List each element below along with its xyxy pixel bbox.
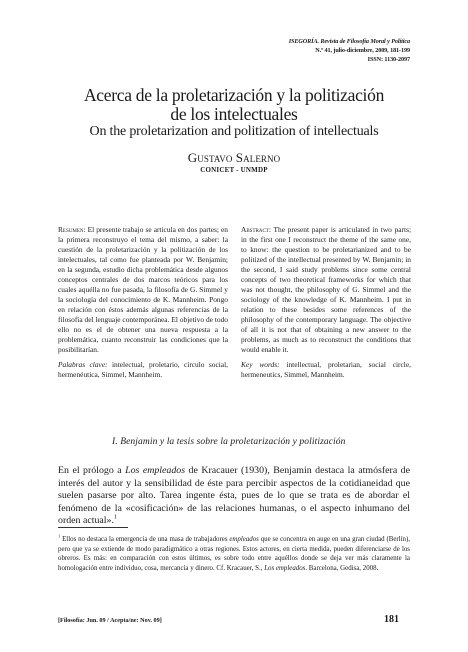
abstract-keywords-text: intellectual, proletarian, social circle, hermeneutics, Simmel, Mannheim.	[241, 360, 411, 379]
abstract-keywords-label: Key words:	[241, 360, 280, 369]
journal-issn: ISSN: 1130-2097	[367, 56, 410, 63]
resumen-label: Resumen:	[58, 225, 86, 234]
journal-name: ISEGORÍA. Revista de Filosofía Moral y Política	[288, 38, 410, 45]
author-name: Gustavo Salerno	[187, 150, 281, 165]
section-heading: I. Benjamin y la tesis sobre la proletarización y politización	[112, 437, 346, 447]
resumen-keywords-text: intelectual, proletario, círculo social, hermenéutica, Simmel, Mannheim.	[58, 360, 228, 379]
abstract-label: Abstract:	[241, 225, 271, 234]
journal-header	[289, 37, 410, 64]
title-line-1: Acerca de la proletarización y la politización	[83, 85, 385, 105]
abstract-keywords	[241, 360, 411, 380]
page-number: 181	[384, 614, 399, 625]
footnote-text-1: Ellos no destaca la emergencia de una masa de trabajadores	[60, 536, 230, 543]
body-text-rest: de Kracauer (1930), Benjamin destaca la atmósfera de interés del autor y la sensibilidad de éste para percibir aspectos de la cotidianeidad que suelen pasarse por alto. Tarea ingente ésta, pues de lo que se trata es de abordar el fenómeno de la «cosificación» de las relaciones humanas, o el aspecto inhumano del orden actual».	[58, 465, 410, 526]
footnote-divider	[58, 527, 128, 528]
footnote	[58, 535, 410, 573]
footnote-number: 1	[58, 533, 61, 539]
resumen-column	[58, 225, 228, 380]
resumen-paragraph	[58, 225, 228, 355]
abstract-paragraph	[241, 225, 411, 355]
resumen-keywords-label: Palabras clave:	[58, 360, 108, 369]
body-text-start: En el prólogo a	[58, 465, 126, 476]
footnote-italic-1: empleados	[229, 536, 259, 543]
resumen-text: El presente trabajo se articula en dos partes; en la primera reconstruyo el tema del mismo, a saber: la cuestión de la proletarización y la politización de los intelectuales, tal como fue planteada por W. Benjamin; en la segunda, estudio dicha problemática desde algunos conceptos centrales de dos marcos teóricos para los cuales aquélla no fue pasada, la filosofía de G. Simmel y la sociología del conocimiento de K. Mannheim. Pongo en relación con éstos además algunas referencias de la filosofía del lenguaje contemporánea. El objetivo de todo ello no es el de obtener una nueva respuesta a la problemática, cuanto reconstruir las condiciones que la posibilitarían.	[58, 225, 228, 354]
footnote-text-3: . Barcelona, Gedisa, 2008.	[305, 564, 379, 572]
author-affiliation: CONICET - UNMDP	[200, 166, 268, 174]
footnote-text-2: que se concentra en auge en una gran ciudad (Berlín), pero que ya se extiende de modo paradigmático a otras regiones. Estos actores, en cierta medida, pueden diferenciarse de los obreros. Es más: en comparación con estos últimos, es sobre todo entre aquéllos donde se deja ver más claramente la homologación entre individuo, cosa, mercancía y dinero. Cf. Kracauer, S.,	[58, 536, 410, 572]
page-title	[40, 86, 428, 124]
journal-issue: N.º 41, julio-diciembre, 2009, 181-199	[315, 47, 410, 54]
page-subtitle: On the proletarization and politization of intellectuals	[89, 124, 379, 139]
book-title-reference: Los empleados	[125, 465, 186, 476]
resumen-keywords	[58, 360, 228, 380]
footer-dates: [Filosofía: Jun. 09 / Acepta/ne: Nov. 09]	[58, 617, 162, 624]
body-paragraph	[58, 465, 410, 528]
footnote-italic-2: Los empleados	[264, 564, 306, 572]
abstract-text: The present paper is articulated in two parts; in the first one I reconstruct the theme of the same one, to know: the question to be proletarianized and to be politized of the intellectual presented by W. Benjamin; in the second, I said study problems since some central concepts of two theoretical frameworks for which that was not thought, the philosophy of G. Simmel and the sociology of the knowledge of K. Mannheim. I put in relation to these besides some references of the philosophy of the contemporary language. The objective of all it is not that of obtaining a new answer to the problems, as much as to reconstruct the conditions that would enable it.	[241, 225, 411, 354]
abstract-column	[241, 225, 411, 380]
footnote-marker[interactable]: 1	[113, 513, 118, 521]
title-line-2: de los intelectuales	[170, 104, 298, 124]
